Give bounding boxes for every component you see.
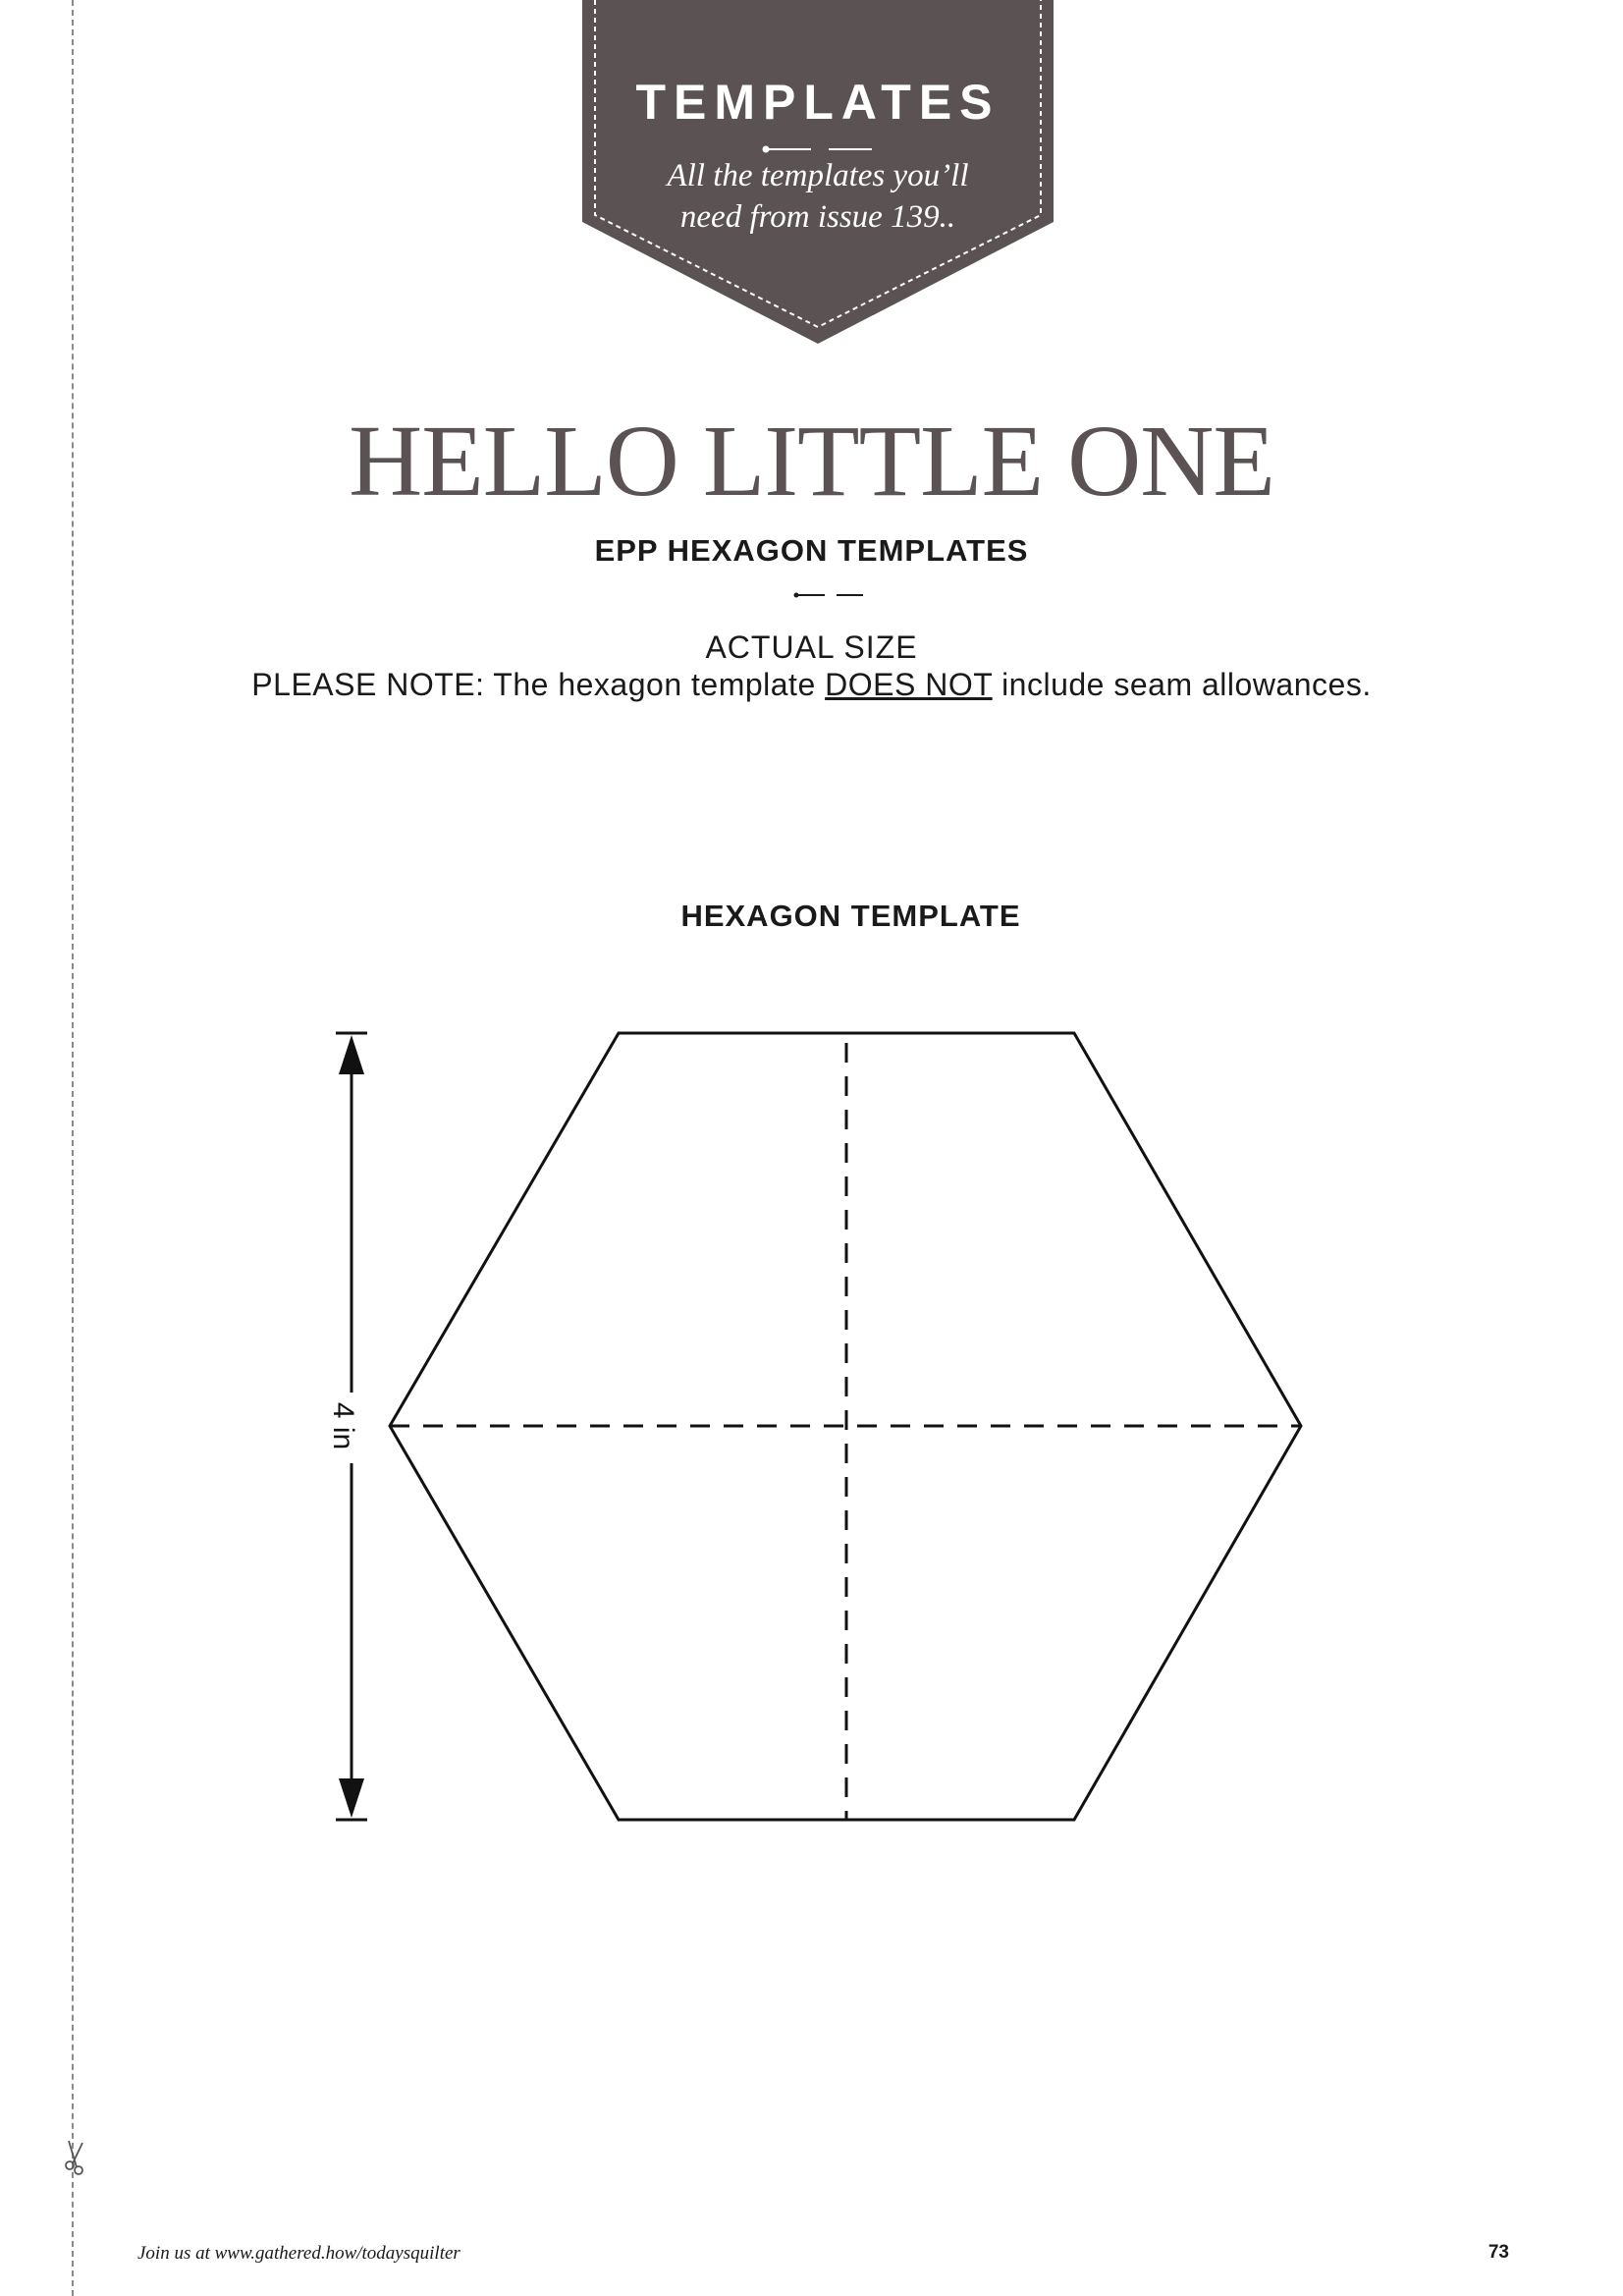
dimension-label: 4 in — [327, 1401, 360, 1450]
actual-size-label: ACTUAL SIZE — [705, 629, 918, 665]
note-emphasis: DOES NOT — [825, 667, 993, 702]
banner-title: TEMPLATES — [635, 75, 1001, 130]
note-prefix: PLEASE NOTE: The hexagon template — [251, 667, 826, 702]
page-title: HELLO LITTLE ONE — [349, 405, 1274, 518]
hexagon-template-label: HEXAGON TEMPLATE — [680, 899, 1021, 933]
banner-subtitle-line1: All the templates you’ll — [667, 158, 969, 193]
footer-link[interactable]: Join us at www.gathered.how/todaysquilter — [137, 2243, 460, 2264]
page-number: 73 — [1488, 2242, 1509, 2263]
note-suffix: include seam allowances. — [992, 667, 1372, 702]
banner-subtitle-line2: need from issue 139.. — [679, 199, 956, 235]
page-subtitle: EPP HEXAGON TEMPLATES — [594, 533, 1029, 568]
